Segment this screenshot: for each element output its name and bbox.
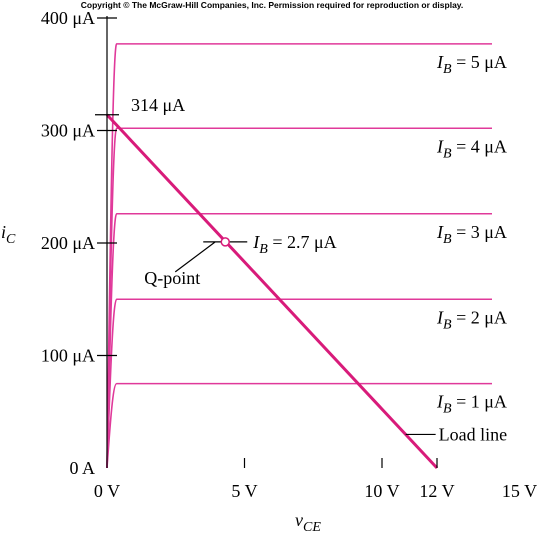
ib-curve-label-2: $I_B = 2$ μA — [437, 307, 507, 333]
y-tick-label-2: 200 μA — [40, 233, 95, 253]
x-tick-label-1: 5 V — [231, 481, 258, 501]
ib-curve-label-1: $I_B = 1$ μA — [437, 391, 507, 417]
ib-curve-1 — [107, 384, 492, 468]
q-point-ib-label: $I_B = 2.7$ μA — [253, 231, 337, 257]
y-axis-label: $i_C$ — [1, 222, 16, 247]
q-point-label: Q-point — [144, 267, 201, 288]
ib-curve-4 — [107, 128, 492, 468]
load-line-group — [107, 115, 437, 468]
y-tick-label-0: 0 A — [69, 458, 95, 478]
q-point-marker — [221, 238, 229, 246]
load-line-label: Load line — [438, 424, 508, 445]
axes — [1, 8, 537, 535]
x-tick-label-0: 0 V — [93, 481, 121, 501]
x-tick-label-4: 15 V — [501, 481, 538, 501]
x-tick-label-2: 10 V — [364, 481, 400, 501]
copyright-notice: Copyright © The McGraw-Hill Companies, Inc. Permission required for reproduction or display. — [80, 0, 464, 10]
y-tick-label-1: 100 μA — [40, 345, 95, 366]
x-tick-label-3: 12 V — [419, 481, 455, 501]
y-tick-label-4: 400 μA — [40, 8, 95, 28]
labels — [95, 52, 507, 445]
ib-curve-3 — [107, 214, 492, 468]
x-axis-label: $v_{CE}$ — [295, 510, 321, 535]
load-line — [107, 115, 437, 468]
y-tick-label-3: 300 μA — [40, 120, 95, 141]
intercept-label: 314 μA — [131, 94, 186, 115]
ib-curve-label-3: $I_B = 3$ μA — [437, 221, 507, 247]
ib-curve-label-5: $I_B = 5$ μA — [437, 51, 507, 77]
ib-curve-label-4: $I_B = 4$ μA — [437, 136, 507, 162]
